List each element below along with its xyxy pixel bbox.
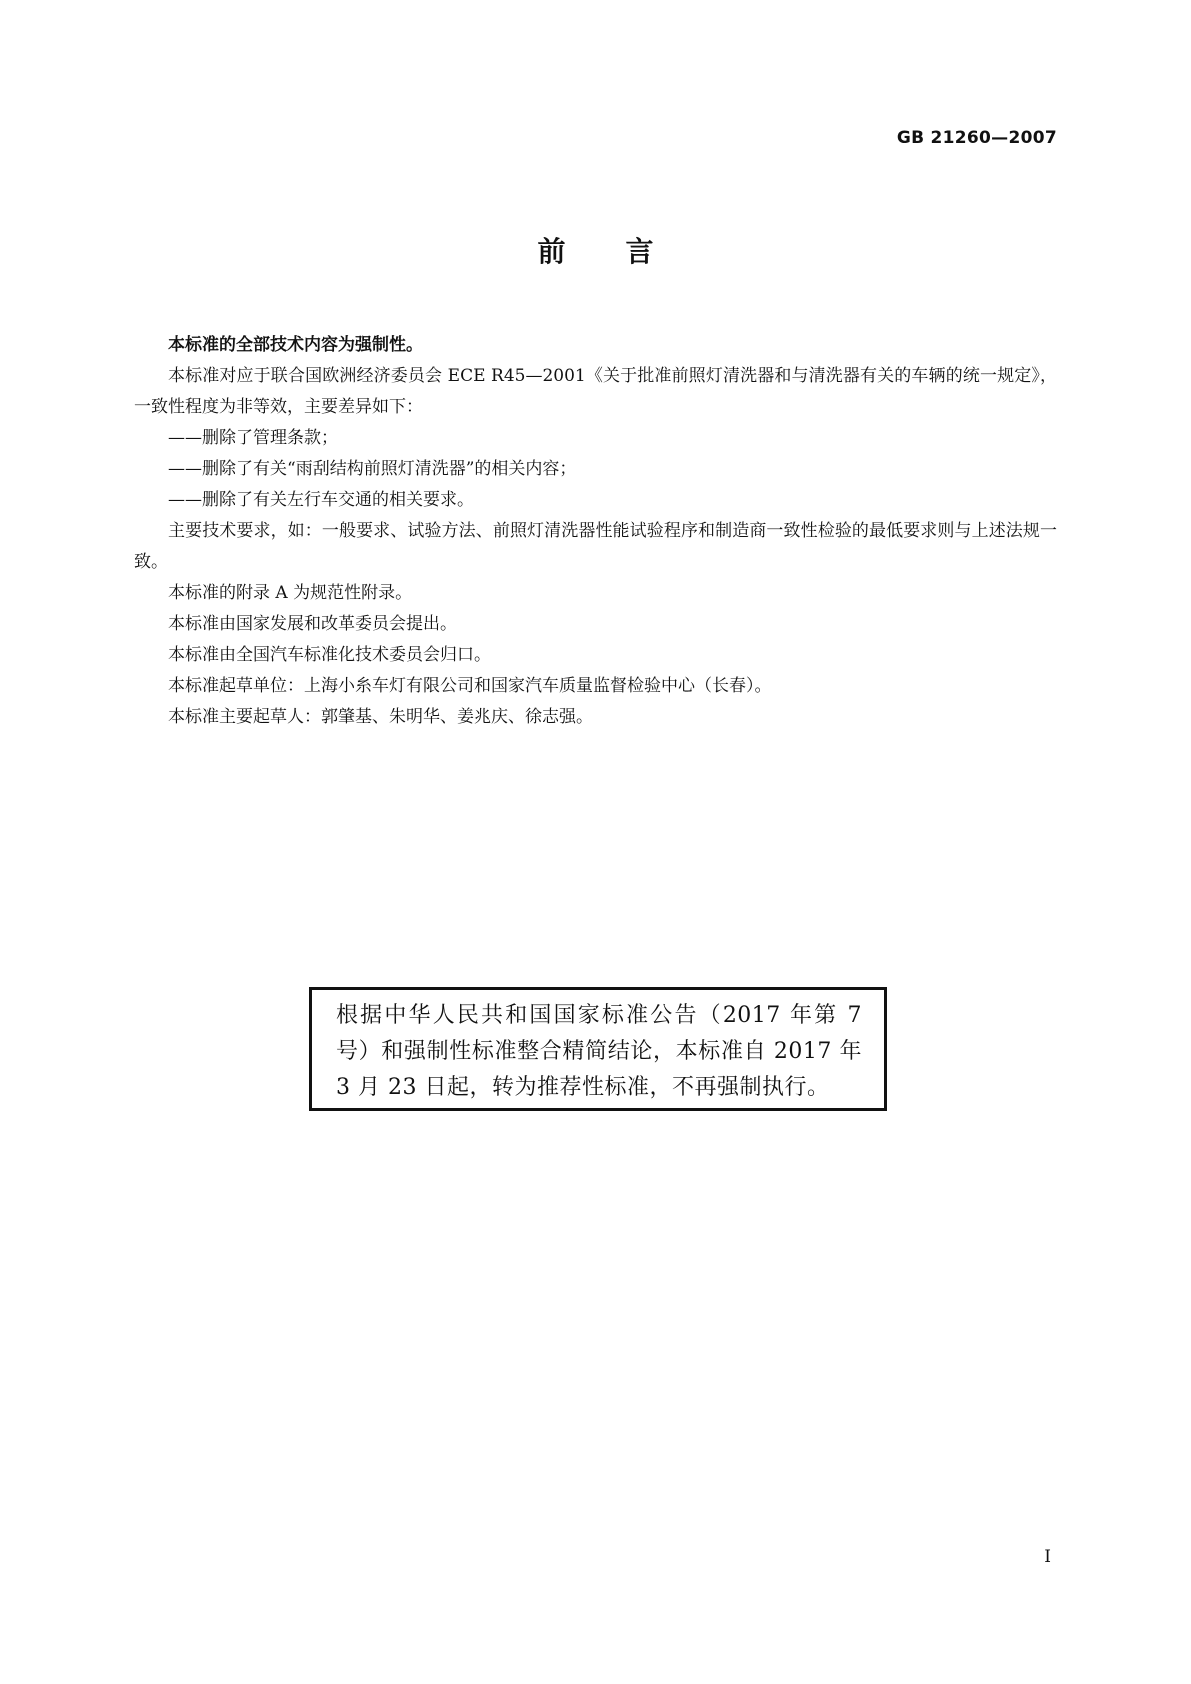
standard-code: GB 21260—2007 — [896, 128, 1057, 148]
page-title: 前言 — [537, 235, 714, 268]
difference-item: ——删除了管理条款； — [168, 428, 338, 448]
difference-item: ——删除了有关左行车交通的相关要求。 — [168, 490, 474, 510]
paragraph-drafters: 本标准主要起草人：郭肇基、朱明华、姜兆庆、徐志强。 — [168, 707, 593, 727]
difference-item: ——删除了有关“雨刮结构前照灯清洗器”的相关内容； — [168, 459, 577, 479]
paragraph-correspondence: 本标准对应于联合国欧洲经济委员会 ECE R45—2001《关于批准前照灯清洗器和与清洗器有关的车辆的统一规定》，一致性程度为非等效，主要差异如下： — [134, 366, 1057, 417]
paragraph-proposer: 本标准由国家发展和改革委员会提出。 — [168, 614, 457, 634]
status-notice-box: 根据中华人民共和国国家标准公告（2017 年第 7 号）和强制性标准整合精简结论，本标准自 2017 年 3 月 23 日起，转为推荐性标准，不再强制执行。 — [309, 987, 887, 1111]
paragraph-mandatory: 本标准的全部技术内容为强制性。 — [168, 335, 423, 355]
paragraph-annex: 本标准的附录 A 为规范性附录。 — [168, 583, 413, 603]
body-text — [134, 330, 1057, 733]
page-number: I — [1044, 1547, 1051, 1567]
paragraph-requirements: 主要技术要求，如：一般要求、试验方法、前照灯清洗器性能试验程序和制造商一致性检验的最低要求则与上述法规一致。 — [134, 521, 1057, 572]
paragraph-drafting-units: 本标准起草单位：上海小糸车灯有限公司和国家汽车质量监督检验中心（长春）。 — [168, 676, 772, 696]
paragraph-administrator: 本标准由全国汽车标准化技术委员会归口。 — [168, 645, 491, 665]
